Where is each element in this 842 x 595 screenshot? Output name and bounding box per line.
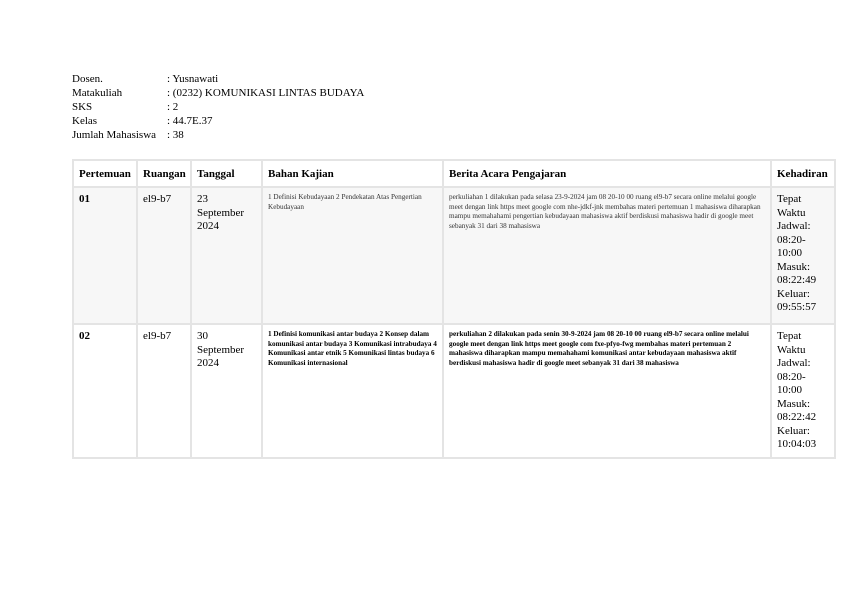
kelas-value: : 44.7E.37 [167, 115, 213, 127]
cell-berita-acara: perkuliahan 2 dilakukan pada senin 30-9-2024 jam 08 20-10 00 ruang el9-b7 secara online melalui google meet dengan link https meet google com fxe-pfyo-fwg membahas materi pertemuan 2 mahasiswa diharapkan mampu memahahami komunikasi antar kebudayaan mahasiswa aktif berdiskusi mahasiswa hadir di google meet sebanyak 31 dari 38 mahasiswa [443, 324, 771, 458]
info-row-matakuliah [72, 86, 364, 100]
cell-bahan-kajian: 1 Definisi Kebudayaan 2 Pendekatan Atas Pengertian Kebudayaan [262, 187, 443, 324]
matakuliah-value: : (0232) KOMUNIKASI LINTAS BUDAYA [167, 87, 365, 99]
cell-ruangan: el9-b7 [137, 324, 191, 458]
col-header-kehadiran: Kehadiran [771, 160, 835, 187]
jumlah-mahasiswa-label: Jumlah Mahasiswa [72, 129, 157, 141]
kelas-label: Kelas [72, 115, 98, 127]
info-row-jumlah [72, 128, 364, 142]
info-row-dosen [72, 72, 364, 86]
jumlah-mahasiswa-value: : 38 [167, 129, 184, 141]
matakuliah-label: Matakuliah [72, 87, 123, 99]
cell-tanggal: 23 September 2024 [191, 187, 262, 324]
info-row-kelas [72, 114, 364, 128]
teaching-journal-table [72, 159, 836, 459]
cell-pertemuan: 02 [73, 324, 137, 458]
col-header-ruangan: Ruangan [137, 160, 191, 187]
cell-pertemuan: 01 [73, 187, 137, 324]
cell-tanggal: 30 September 2024 [191, 324, 262, 458]
col-header-pertemuan: Pertemuan [73, 160, 137, 187]
cell-ruangan: el9-b7 [137, 187, 191, 324]
course-info [72, 72, 364, 142]
cell-kehadiran: Tepat Waktu Jadwal: 08:20-10:00 Masuk: 08:22:49 Keluar: 09:55:57 [771, 187, 835, 324]
sks-value: : 2 [167, 101, 179, 113]
info-row-sks [72, 100, 364, 114]
col-header-berita-acara: Berita Acara Pengajaran [443, 160, 771, 187]
dosen-value: : Yusnawati [167, 73, 219, 85]
cell-kehadiran: Tepat Waktu Jadwal: 08:20-10:00 Masuk: 08:22:42 Keluar: 10:04:03 [771, 324, 835, 458]
cell-bahan-kajian: 1 Definisi komunikasi antar budaya 2 Konsep dalam komunikasi antar budaya 3 Komunikasi intrabudaya 4 Komunikasi antar etnik 5 Komunikasi lintas budaya 6 Komunikasi internasional [262, 324, 443, 458]
dosen-label: Dosen. [72, 73, 103, 85]
col-header-tanggal: Tanggal [191, 160, 262, 187]
table-header-row [73, 160, 835, 187]
col-header-bahan-kajian: Bahan Kajian [262, 160, 443, 187]
cell-berita-acara: perkuliahan 1 dilakukan pada selasa 23-9-2024 jam 08 20-10 00 ruang el9-b7 secara online melalui google meet dengan link https meet google com nhe-jdkf-jnk membahas materi pertemuan 1 mahasiswa diharapkan mampu memahahami pengertian kebudayaan mahasiswa aktif berdiskusi mahasiswa hadir di google meet sebanyak 31 dari 38 mahasiswa [443, 187, 771, 324]
table-row [73, 324, 835, 458]
sks-label: SKS [72, 101, 93, 113]
table-row [73, 187, 835, 324]
